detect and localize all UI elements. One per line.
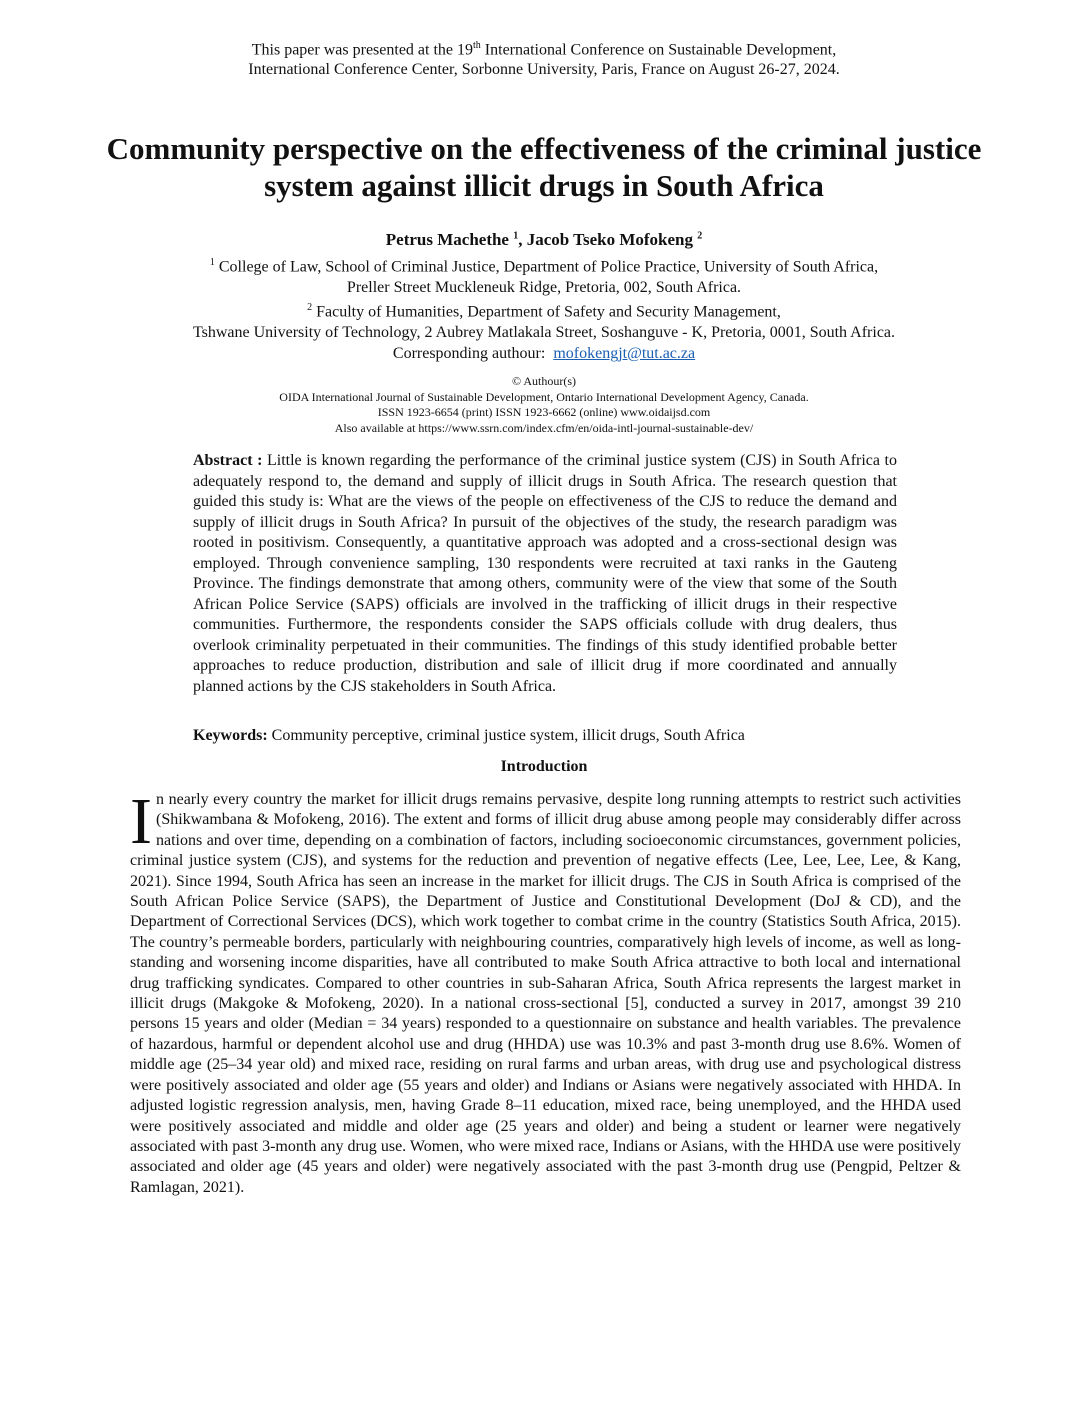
affiliation-marker: 1 [513,230,519,242]
ordinal-suffix: th [473,40,481,51]
authors [0,230,1088,250]
author-name: Jacob Tseko Mofokeng [526,230,698,249]
copyright-block [0,374,1088,436]
section-heading-introduction: Introduction [500,758,588,775]
author-name: Petrus Machethe [385,230,514,249]
abstract-label: Abstract : [193,452,263,469]
issn-line: ISSN 1923-6654 (print) ISSN 1923-6662 (online) www.oidaijsd.com [377,405,711,419]
introduction-paragraph [130,785,961,1198]
keywords-label: Keywords: [193,727,268,744]
drop-cap: I [130,785,152,858]
affiliations [0,253,1088,364]
conference-note-text: This paper was presented at the 19 [251,41,474,59]
abstract-text: Little is known regarding the performance of the criminal justice system (CJS) in South Africa to adequately respond to, the demand and supply of illicit drugs in South Africa. The research question that guided this study is: What are the views of the people on effectiveness of the CJS to reduce the demand and supply of illicit drugs in South Africa? In pursuit of the objectives of the study, the research paradigm was rooted in positivism. Consequently, a quantitative approach was adopted and a cross-sectional design was employed. Through convenience sampling, 130 respondents were recruited at taxi ranks in the Gauteng Province. The findings demonstrate that among others, community were of the view that some of the South African Police Service (SAPS) officials are involved in the trafficking of illicit drugs in their respective communities. Furthermore, the respondents consider the SAPS officials collude with drug dealers, thus overlook criminality perpetuated in their communities. The findings of this study identified probable better approaches to reduce production, distribution and sale of illicit drug if more coordinated and annually planned actions by the CJS stakeholders in South Africa. [193,452,897,695]
conference-note-text: International Conference on Sustainable Development, [480,41,837,59]
introduction-text: n nearly every country the market for illicit drugs remains pervasive, despite long running attempts to restrict such activities (Shikwambana & Mofokeng, 2016). The extent and forms of illicit drug abuse among people may considerably differ across nations and over time, depending on a combination of factors, including socioeconomic circumstances, government policies, criminal justice system (CJS), and systems for the reduction and prevention of negative effects (Lee, Lee, Lee, Lee, & Kang, 2021). Since 1994, South Africa has seen an increase in the market for illicit drugs. The CJS in South Africa is comprised of the South African Police Service (SAPS), the Department of Justice and Constitutional Development (DoJ & CD), and the Department of Correctional Services (DCS), which work together to combat crime in the country (Statistics South Africa, 2015). The country’s permeable borders, particularly with neighbouring countries, comparatively high levels of income, as well as long-standing and worsening income disparities, have all contributed to make South Africa attractive to both local and international drug trafficking syndicates. Compared to other countries in sub-Saharan Africa, South Africa represents the largest market in illicit drugs (Makgoke & Mofokeng, 2020). In a national cross-sectional [5], conducted a survey in 2017, amongst 39 210 persons 15 years and older (Median = 34 years) responded to a questionnaire on substance and health variables. The prevalence of hazardous, harmful or dependent alcohol use and drug (HHDA) use was 10.3% and past 3-month drug use 8.6%. Women of middle age (25–34 year old) and mixed race, residing on rural farms and urban areas, with drug use and psychological distress were positively associated and older age (55 years and older) and Indians or Asians were negatively associated with HHDA. In adjusted logistic regression analysis, men, having Grade 8–11 education, mixed race, being unemployed, and the HHDA used were positively associated and middle and older age (25 years and older) and being a student or learner were negatively associated with past 3-month any drug use. Women, who were mixed race, Indians or Asians, with the HHDA use were positively associated and older age (45 years and older) were negatively associated with the past 3-month drug use (Pengpid, Peltzer & Ramlagan, 2021). [130,791,961,1196]
affiliation-marker: 2 [697,230,703,242]
abstract [193,451,897,697]
availability-line: Also available at https://www.ssrn.com/index.cfm/en/oida-intl-journal-sustainable-dev/ [334,420,754,435]
corresponding-label: Corresponding authour: [392,344,554,362]
conference-note-line2: International Conference Center, Sorbonne University, Paris, France on August 26-27, 2024. [248,61,840,79]
conference-note [0,36,1088,80]
affiliation-address: Tshwane University of Technology, 2 Aubrey Matlakala Street, Soshanguve - K, Pretoria, 0001, South Africa. [192,324,896,342]
journal-line: OIDA International Journal of Sustainable Development, Ontario International Development Agency, Canada. [279,389,809,404]
separator: , [518,230,527,249]
corresponding-author [0,344,1088,365]
affiliation-address: Preller Street Muckleneuk Ridge, Pretoria, 002, South Africa. [346,278,742,296]
email-link[interactable]: mofokengjt@tut.ac.za [553,344,696,362]
keywords [193,727,897,745]
affiliation-marker: 1 [209,257,215,268]
affiliation-text: College of Law, School of Criminal Justice, Department of Police Practice, University of South Africa, [214,258,879,276]
conference-note-line1 [0,36,1088,60]
copyright-line: © Authour(s) [511,374,577,388]
affiliation-text: Faculty of Humanities, Department of Safety and Security Management, [312,303,781,321]
paper-title: Community perspective on the effectiveness of the criminal justice system against illicit drugs in South Africa [106,131,982,203]
affiliation-1 [0,253,1088,278]
affiliation-2 [0,298,1088,323]
affiliation-marker: 2 [307,302,313,314]
keywords-text: Community perceptive, criminal justice system, illicit drugs, South Africa [267,727,745,744]
